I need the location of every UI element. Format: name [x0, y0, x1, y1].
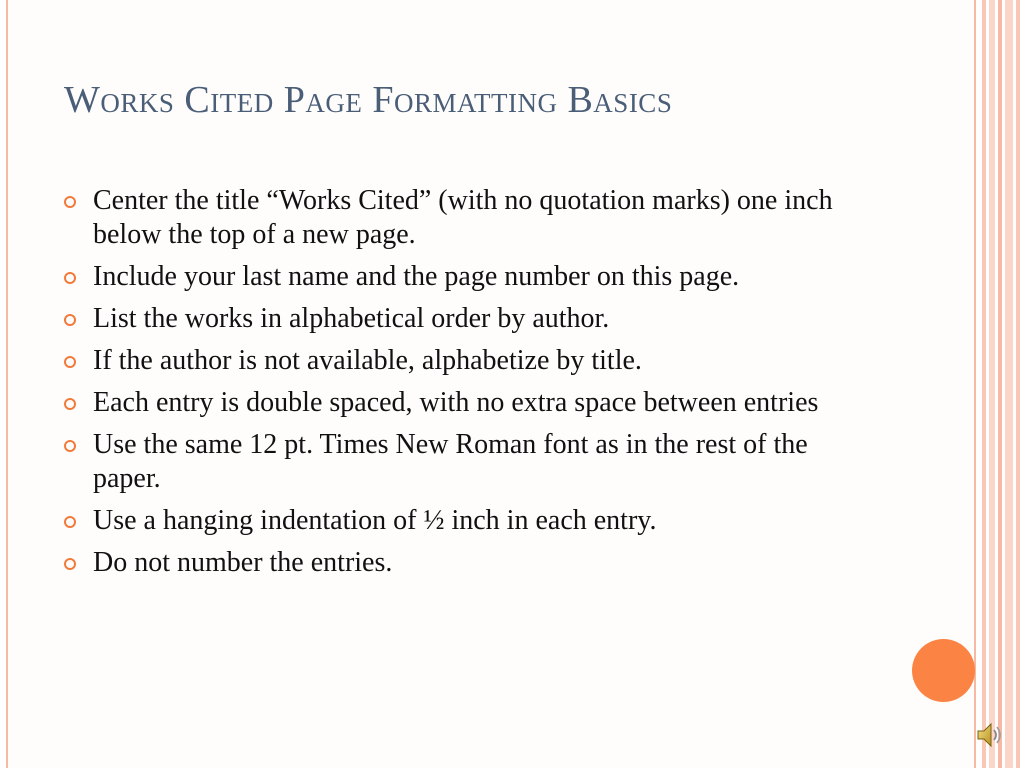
decorative-stripe [989, 0, 995, 768]
bullet-item [62, 386, 882, 420]
circle-bullet-icon [64, 440, 76, 452]
bullet-item [62, 184, 882, 252]
bullet-list [62, 184, 882, 588]
bullet-text: If the author is not available, alphabetize by title. [93, 345, 642, 376]
bullet-text: Center the title “Works Cited” (with no quotation marks) one inch below the top of a new page. [93, 185, 833, 250]
bullet-item [62, 260, 882, 294]
decorative-stripe [1016, 0, 1020, 768]
decorative-stripe [1005, 0, 1013, 768]
bullet-text: Include your last name and the page number on this page. [93, 261, 740, 292]
bullet-text: Each entry is double spaced, with no extra space between entries [93, 387, 819, 418]
circle-bullet-icon [64, 356, 76, 368]
slide-title: Works Cited Page Formatting Basics [64, 79, 673, 121]
decorative-circle [912, 639, 975, 702]
bullet-text: List the works in alphabetical order by author. [93, 303, 610, 334]
bullet-item [62, 546, 882, 580]
bullet-text: Use the same 12 pt. Times New Roman font as in the rest of the paper. [93, 429, 808, 494]
circle-bullet-icon [64, 398, 76, 410]
bullet-text: Use a hanging indentation of ½ inch in each entry. [93, 505, 657, 536]
decorative-stripe [982, 0, 986, 768]
decorative-stripe [998, 0, 1002, 768]
circle-bullet-icon [64, 314, 76, 326]
circle-bullet-icon [64, 516, 76, 528]
bullet-text: Do not number the entries. [93, 547, 393, 578]
circle-bullet-icon [64, 558, 76, 570]
circle-bullet-icon [64, 196, 76, 208]
speaker-icon[interactable] [976, 720, 1004, 750]
bullet-item [62, 302, 882, 336]
bullet-item [62, 504, 882, 538]
bullet-item [62, 428, 882, 496]
circle-bullet-icon [64, 272, 76, 284]
bullet-item [62, 344, 882, 378]
